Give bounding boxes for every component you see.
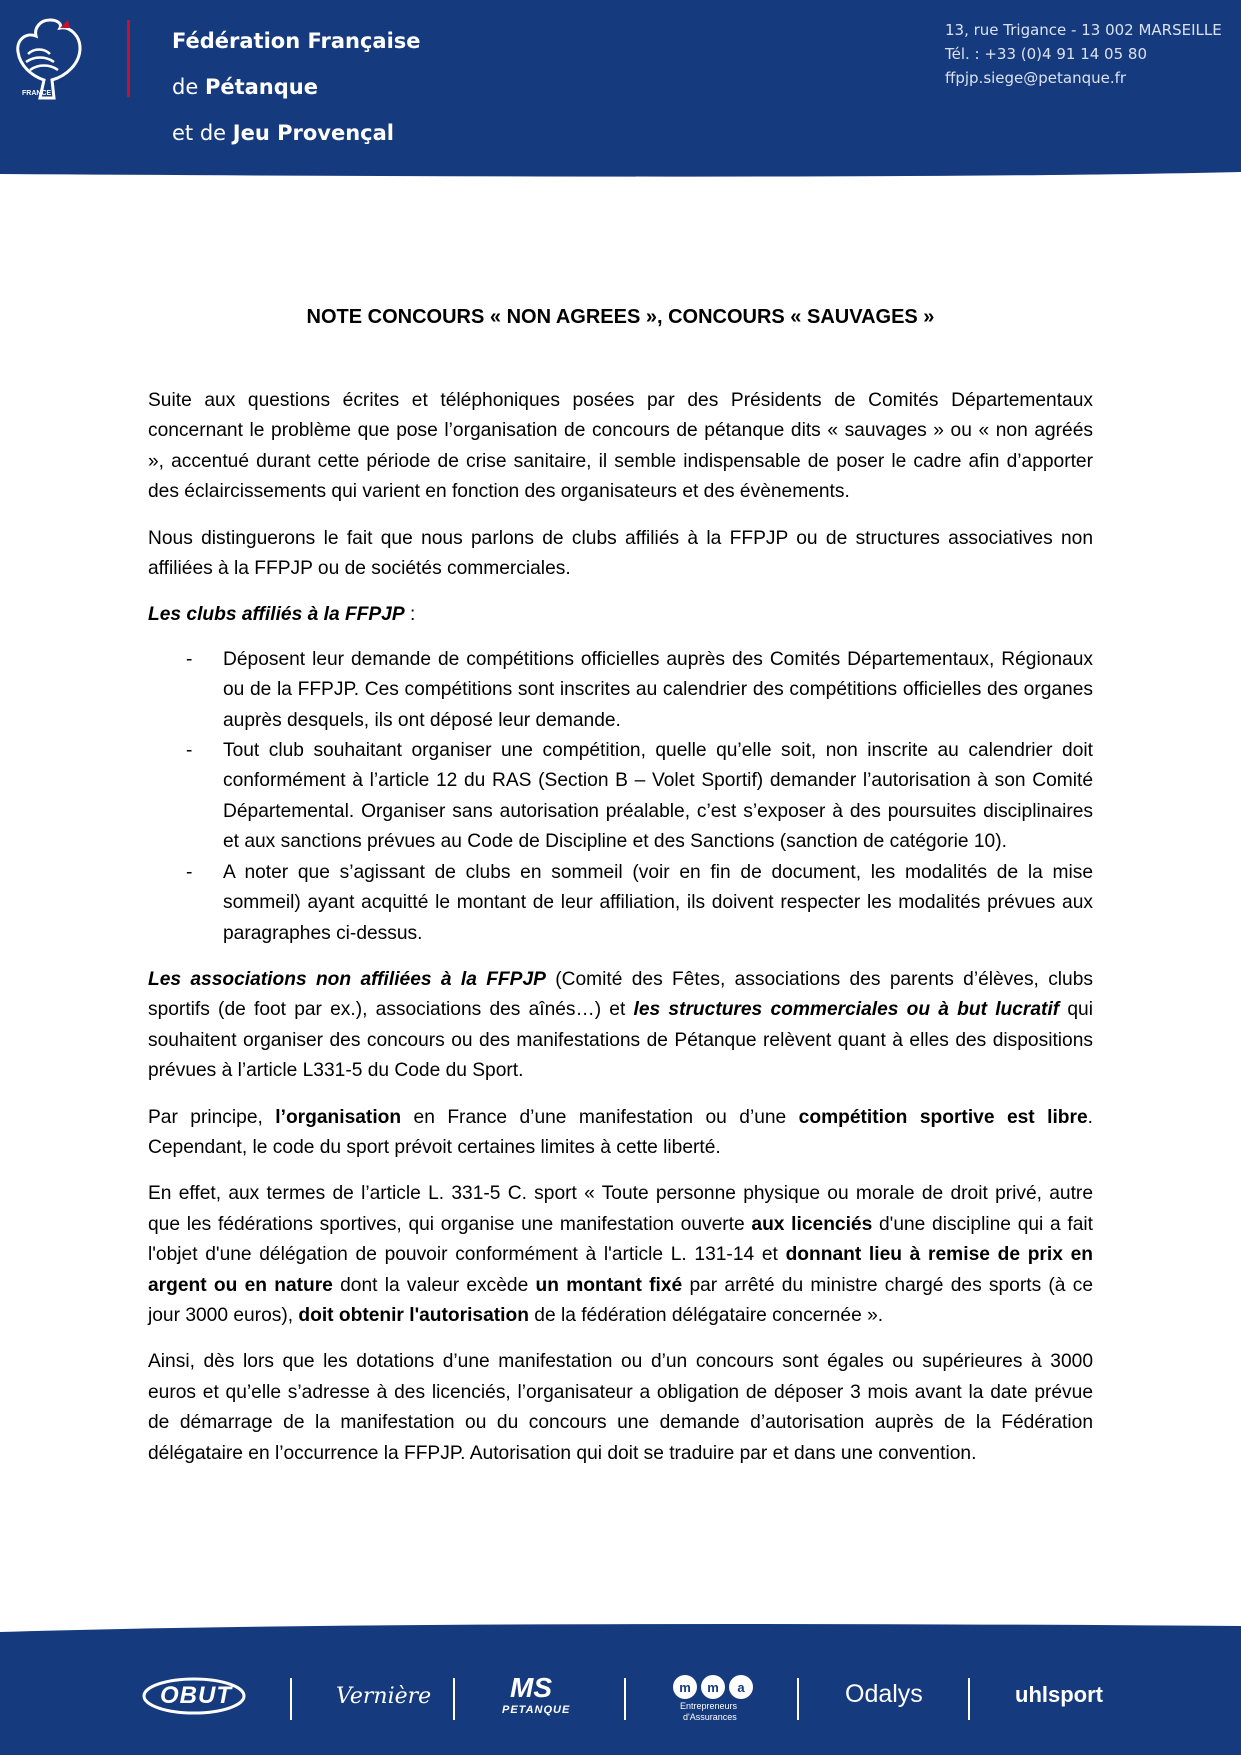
header-red-divider [127,20,130,97]
paragraph-conclusion: Ainsi, dès lors que les dotations d’une manifestation ou d’un concours sont égales ou supérieures à 3000 euros et qu’elle s’adresse à des licenciés, l’organisateur a obligation de déposer 3 mois avant la date prévue de démarrage de la manifestation ou du concours une demande d’autorisation auprès de la Fédération délégataire en l’occurrence la FFPJP. Autorisation qui doit se traduire par et dans une convention. [148,1351,1093,1464]
article-bold-2: donnant lieu à remise de prix en argent ou en nature [148,1244,1093,1296]
article-text-3: dont la valeur excède [332,1274,536,1296]
logo-caption: FRANCE [22,90,52,97]
federation-name-line3-bold: Jeu Provençal [232,121,394,145]
paragraph-associations [148,965,1093,1087]
commercial-heading: les structures commerciales ou à but lucratif [633,999,1060,1021]
svg-text:m: m [707,1680,719,1695]
footer-divider [797,1678,799,1720]
list-item: - Tout club souhaitant organiser une compétition, quelle qu’elle soit, non inscrite au calendrier doit conformément à l’article 12 du RAS (Section B – Volet Sportif) demander l’autorisation à son Comité Départemental. Organiser sans autorisation préalable, c’est s’exposer à des poursuites disciplinaires et aux sanctions prévues au Code de Discipline et des Sanctions (sanction de catégorie 10). [148,736,1093,858]
article-bold-3: un montant fixé [535,1274,683,1296]
contact-block [945,18,1222,90]
document-title: NOTE CONCOURS « NON AGREES », CONCOURS « SAUVAGES » [306,306,935,328]
header-curve [0,150,1241,190]
article-text-5: de la fédération délégataire concernée ». [528,1304,884,1326]
paragraph-article [148,1179,1093,1331]
mma-logo-icon [672,1674,754,1700]
svg-text:a: a [737,1680,745,1695]
sponsor-ms: MS [510,1672,552,1703]
principle-bold-2: compétition sportive est libre [798,1106,1088,1128]
sponsor-mma-caption-2: d'Assurances [683,1712,737,1722]
footer-divider [968,1678,970,1720]
list-item: - Déposent leur demande de compétitions officielles auprès des Comités Départementaux, Régionaux ou de la FFPJP. Ces compétitions sont inscrites au calendrier des compétitions officielles des organes auprès desquels, ils ont déposé leur demande. [148,645,1093,736]
sponsor-uhlsport: uhlsport [1015,1682,1103,1707]
federation-name-line2 [172,64,421,110]
svg-text:m: m [679,1680,691,1695]
principle-text-3: . Cependant, le code du sport prévoit certaines limites à cette liberté. [148,1106,1093,1158]
principle-bold-1: l’organisation [275,1106,402,1128]
contact-email: ffpjp.siege@petanque.fr [945,69,1127,87]
clubs-heading-suffix: : [404,604,416,626]
footer-divider [290,1678,292,1720]
clubs-heading: Les clubs affiliés à la FFPJP [148,604,405,626]
contact-address: 13, rue Trigance - 13 002 MARSEILLE [945,21,1222,39]
federation-name [172,18,421,156]
article-text-2: d'une discipline qui a fait l'objet d'une délégation de pouvoir conformément à l'article L. 131-14 et [148,1213,1094,1266]
clubs-heading-line [148,600,1093,630]
list-item: - A noter que s’agissant de clubs en sommeil (voir en fin de document, les modalités de la mise sommeil) ayant acquitté le montant de leur affiliation, ils doivent respecter les modalités prévues aux paragraphes ci-dessus. [148,858,1093,949]
sponsor-odalys: Odalys [845,1680,923,1708]
sponsor-obut: OBUT [160,1682,232,1709]
principle-text-1: Par principe, [148,1106,276,1128]
associations-heading: Les associations non affiliées à la FFPJP [148,968,546,990]
federation-name-line3 [172,110,421,156]
federation-name-line2-prefix: de [172,75,205,99]
federation-name-line2-bold: Pétanque [204,75,318,99]
sponsor-mma-caption-1: Entrepreneurs [680,1701,738,1711]
associations-text-2: qui souhaitent organiser des concours ou des manifestations de Pétanque relèvent quant à elles des dispositions prévues à l’article L331-5 du Code du Sport. [148,999,1093,1082]
federation-name-line1: Fédération Française [172,29,421,53]
associations-text-1: (Comité des Fêtes, associations des parents d’élèves, clubs sportifs (de foot par ex.), associations des aînés…) et [148,968,1093,1021]
sponsor-verniere: Vernière [336,1684,432,1709]
article-text-4: par arrêté du ministre chargé des sports (à ce jour 3000 euros), [148,1274,1093,1326]
article-bold-4: doit obtenir l'autorisation [298,1304,529,1326]
footer-divider [453,1678,455,1720]
paragraph-principle [148,1103,1093,1164]
sponsor-ms-caption: PETANQUE [502,1704,571,1716]
paragraph-intro: Suite aux questions écrites et téléphoniques posées par des Présidents de Comités Départementaux concernant le problème que pose l’organisation de concours de pétanque dits « sauvages » ou « non agréés », accentué durant cette période de crise sanitaire, il semble indispensable de poser le cadre afin d’apporter des éclaircissements qui varient en fonction des organisateurs et des évènements. [148,390,1093,503]
federation-name-line3-prefix: et de [172,121,233,145]
article-text-1: En effet, aux termes de l’article L. 331-5 C. sport « Toute personne physique ou morale de droit privé, autre que les fédérations sportives, qui organise une manifestation ouverte [148,1183,1093,1235]
clubs-bullet-list [148,645,1093,949]
paragraph-distinction: Nous distinguerons le fait que nous parlons de clubs affiliés à la FFPJP ou de structures associatives non affiliées à la FFPJP ou de sociétés commerciales. [148,527,1093,580]
principle-text-2: en France d’une manifestation ou d’une [401,1106,799,1128]
document-body [148,386,1093,1485]
contact-phone: Tél. : +33 (0)4 91 14 05 80 [945,45,1148,63]
article-bold-1: aux licenciés [751,1213,873,1235]
footer-divider [624,1678,626,1720]
